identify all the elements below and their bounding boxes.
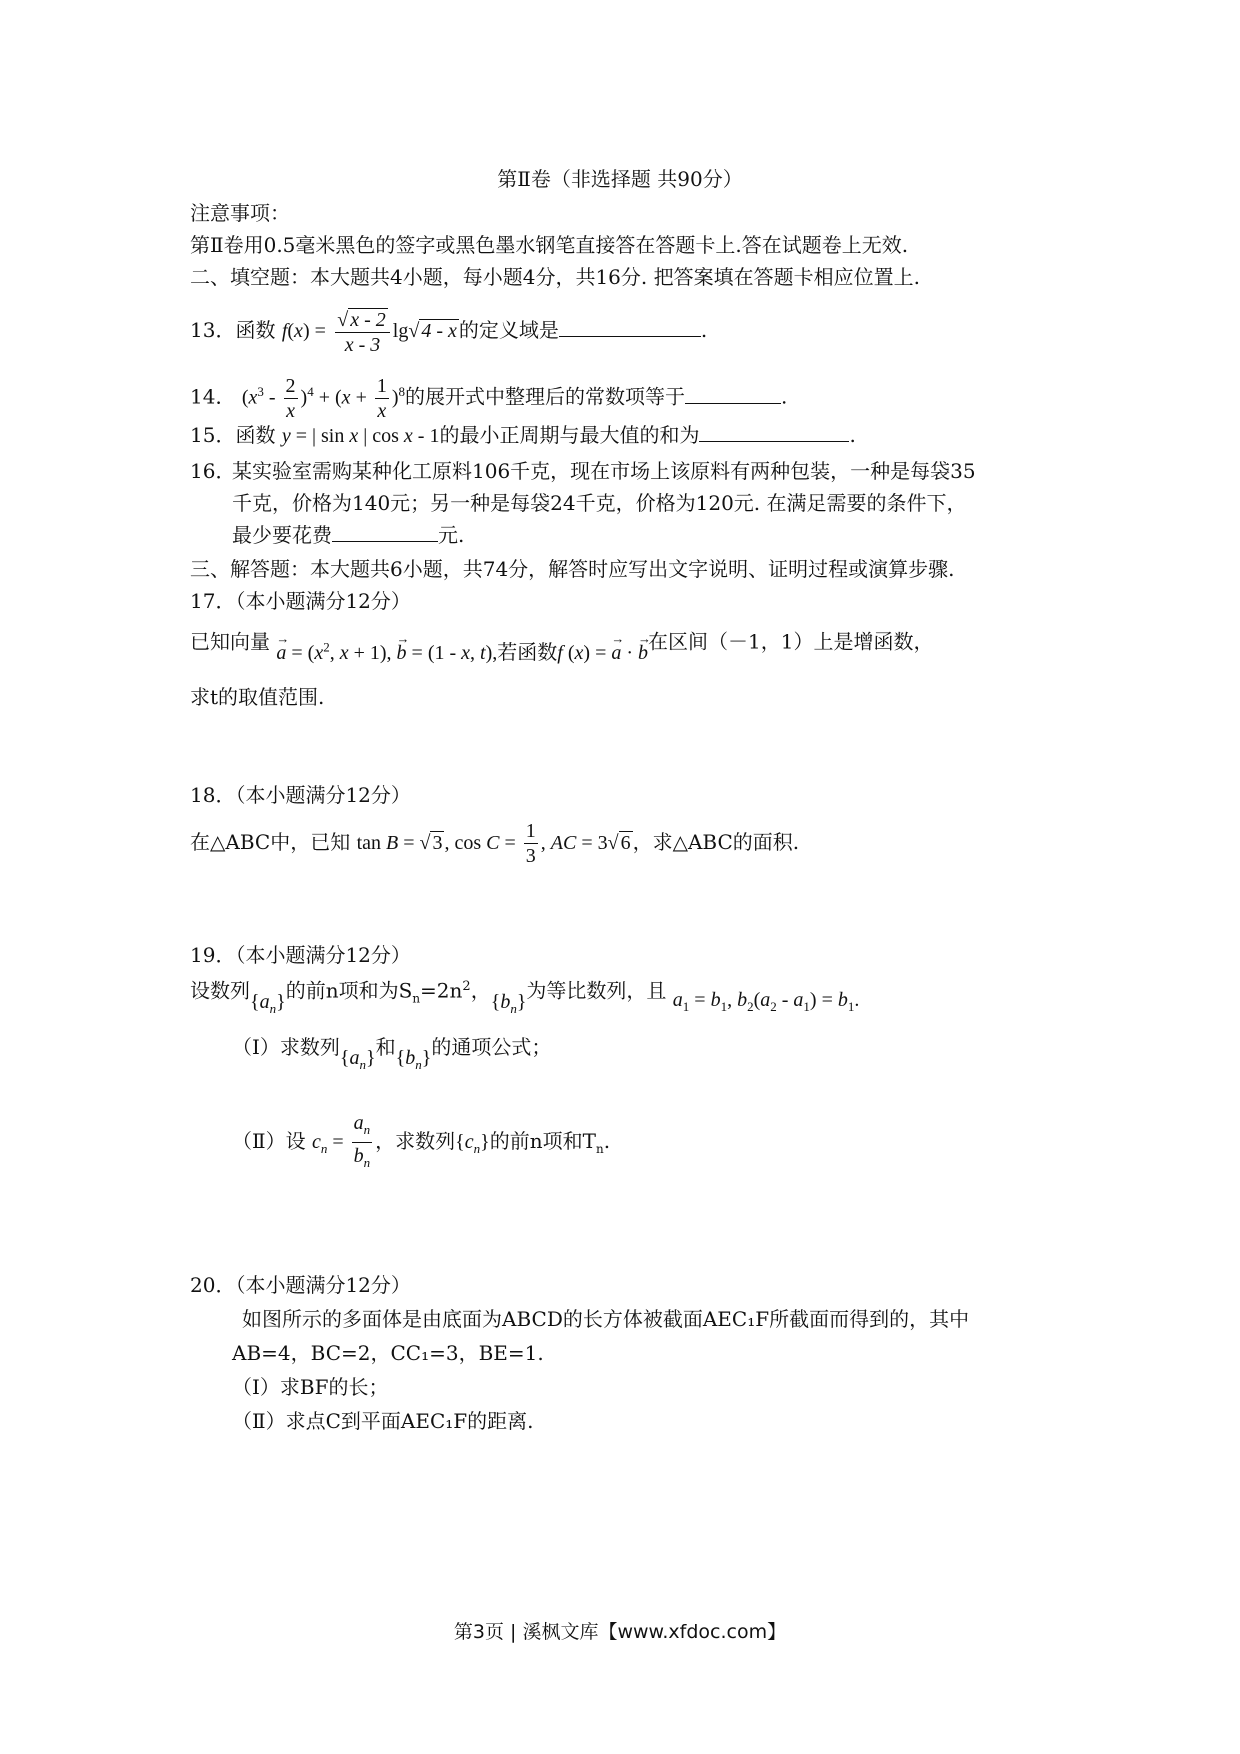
question-text: 的定义域是 — [458, 318, 559, 342]
question-14: 14． ($x^3$ - $\frac{2}{x}$ )$^4$ + (x + $\frac{1}{x}$ )$^8$的展开式中整理后的常数项等于 . — [190, 374, 788, 422]
formula: tan — [356, 832, 386, 854]
question-17-header — [190, 586, 411, 616]
answer-blank — [559, 318, 701, 337]
answer-blank — [685, 385, 781, 404]
formula: c — [311, 1131, 321, 1153]
question-number: 14． — [190, 384, 236, 409]
part2-heading: 二、填空题：本大题共4小题，每小题4分，共16分. 把答案填在答题卡相应位置上. — [190, 265, 920, 289]
question-text: ，求△ABC的面积. — [632, 830, 800, 854]
question-number: 18． — [190, 783, 236, 807]
question-20-line1: 如图所示的多面体是由底面为ABCD的长方体被截面AEC₁F所截面而得到的，其中 — [242, 1307, 970, 1331]
question-19-part1: （Ⅰ）求数列$\{a_n\}$和$\{b_n\}$的通项公式； — [232, 1035, 552, 1072]
question-end: . — [781, 384, 788, 409]
question-score: （本小题满分12分） — [235, 783, 411, 807]
question-19-header — [190, 940, 411, 970]
question-18-header — [190, 780, 411, 810]
formula: → $a = (x^2$, x + 1), → b = (1 - x, t),若函数f (x) = → a · → b — [276, 640, 648, 664]
page-footer: 第3页 | 溪枫文库【www.xfdoc.com】 — [453, 1621, 787, 1643]
question-text: 最少要花费 — [232, 523, 332, 547]
question-text: 在△ABC中，已知 — [190, 830, 351, 854]
part3-heading: 三、解答题：本大题共6小题，共74分，解答时应写出文字说明、证明过程或演算步骤. — [190, 557, 955, 581]
question-text: 已知向量 — [190, 629, 270, 654]
notes-text: 第Ⅱ卷用0.5毫米黑色的签字或黑色墨水钢笔直接答在答题卡上.答在试题卷上无效. — [190, 233, 909, 257]
question-20-part2: （Ⅱ）求点C到平面AEC₁F的距离. — [232, 1409, 534, 1433]
question-number: 19． — [190, 943, 236, 967]
question-19-line1: 设数列$\{a_n\}$的前n项和为$S_n=2n^2$，$\{b_n\}$为等比数列，且 $a_1 = b_1$, $b_2(a_2 - a_1) = b_1$. — [190, 978, 860, 1016]
question-score: （本小题满分12分） — [235, 1273, 411, 1297]
question-score: （本小题满分12分） — [235, 589, 411, 613]
formula: $a_1 = b_1$, $b_2(a_2 - a_1) = b_1$. — [672, 988, 860, 1014]
question-number: 15． — [190, 423, 236, 447]
question-text: 的最小正周期与最大值的和为 — [439, 423, 700, 447]
question-17-line2: 求t的取值范围. — [190, 685, 325, 709]
question-number: 13． — [190, 318, 236, 342]
question-text: 在区间（－1，1）上是增函数， — [648, 629, 934, 654]
question-16-line3 — [232, 520, 464, 550]
answer-blank — [699, 423, 849, 442]
section-title: 第Ⅱ卷（非选择题 共90分） — [497, 167, 743, 191]
formula: y — [281, 425, 291, 447]
question-text: 元. — [438, 523, 465, 547]
question-score: （本小题满分12分） — [235, 943, 411, 967]
formula: f — [281, 320, 288, 342]
question-text: 的展开式中整理后的常数项等于 — [405, 384, 686, 409]
answer-blank — [332, 523, 438, 542]
formula: ( — [241, 386, 249, 409]
question-text: 函数 — [235, 318, 276, 342]
question-16-line1: 某实验室需购某种化工原料106千克，现在市场上该原料有两种包装，一种是每袋35 — [232, 459, 976, 483]
notes-heading: 注意事项： — [190, 201, 290, 225]
question-20-header — [190, 1270, 411, 1300]
question-text: 函数 — [235, 423, 276, 447]
question-13: 13．函数 f(x) = $\frac{√ x - 2}{x - 3}$ lg√ 4 - x 的定义域是 . — [190, 308, 708, 356]
question-end: . — [849, 423, 856, 447]
question-20-part1: （Ⅰ）求BF的长； — [232, 1375, 389, 1399]
question-20-line2: AB=4，BC=2，CC₁=3，BE=1. — [232, 1341, 544, 1365]
question-19-part2: （Ⅱ）设 $c_n$ = $\frac{a_n}{b_n}$ ，求数列$\{c_n\}$的前n项和$T_n$. — [232, 1112, 611, 1170]
fraction: $\frac{√ x - 2}{x - 3}$ — [335, 307, 390, 357]
question-16-number: 16． — [190, 459, 236, 483]
question-number: 20． — [190, 1273, 236, 1297]
question-15: 15．函数 y = | sin x | cos x - 1的最小正周期与最大值的和为 . — [190, 423, 856, 447]
question-17-line1 — [190, 622, 934, 664]
question-18-line: 在△ABC中，已知 tan B = √ 3 , cos C = $\frac{1}{3}$ , AC = 3√ 6 ，求△ABC的面积. — [190, 820, 800, 867]
question-number: 17． — [190, 589, 236, 613]
question-16-line2: 千克，价格为140元；另一种是每袋24千克，价格为120元. 在满足需要的条件下， — [232, 491, 967, 515]
question-end: . — [700, 318, 708, 342]
